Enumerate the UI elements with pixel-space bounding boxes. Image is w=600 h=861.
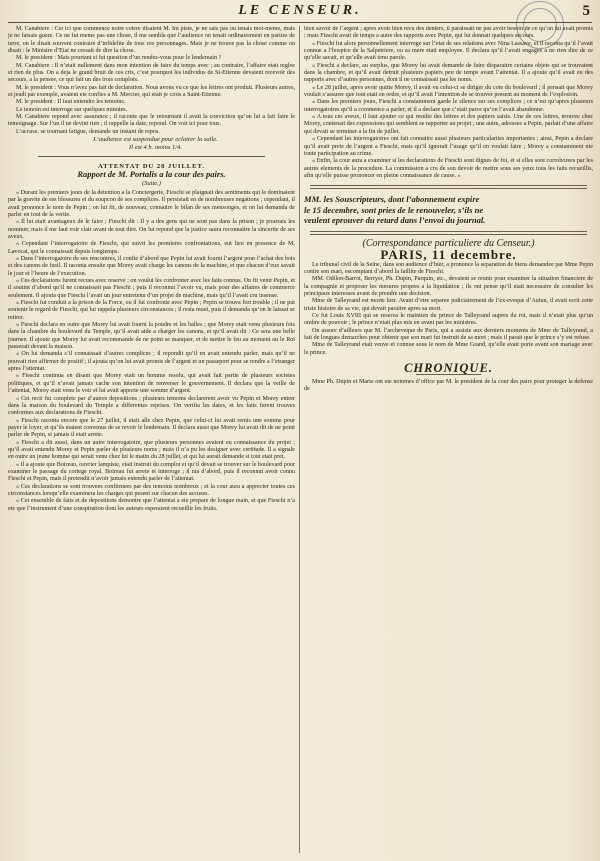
paragraph: « Cet ensemble de faits et de depositions demontre que l’attentat a ete prepare de longue main, et que Fieschi n’a ete que l’instrument d’une conspiration dont les auteurs esperaient recueillir les fruits.	[8, 498, 295, 512]
session-time: Il est 4 h. moins 1/4.	[129, 143, 182, 151]
section-subheading: Rapport de M. Portalis a la cour des pairs.	[77, 169, 226, 180]
paragraph: « Fieschi fut alors personnellement interroge sur l’etat de ses relations avec Nina Lassave, et il raconta qu’il l’avait connue a l’hospice de la Salpetriere, ou sa mere etait employee. Il declara qu’il l’avait engagee a ne rien dire de ce qu’elle savait, et qu’elle avait tenu parole.	[304, 40, 593, 62]
paragraph: M. Canabiere : Il n’etait nullement dans mon intention de faire du temps avec ; au contraire, l’affaire etait reglee et rien de plus. On a deja le grand bruit de ces cris, c’est pourquoi les individus de St-Etienne devaient recevoir des secours, a la pensee, ce qui fait un des trois complots.	[8, 62, 295, 84]
section-divider	[38, 156, 265, 157]
paragraph: On assure d’ailleurs que M. l’archeveque de Paris, qui a assiste aux derniers moments de Mme de Talleyrand, a fait de longues demarches pour obtenir que son mari fut instruit de sa mort ; mais il parait que le prince s’y est refuse.	[304, 327, 593, 342]
paragraph: « Il a ajoute que Boireau, ouvrier lampiste, etait instruit du complot et qu’il devait se trouver sur le boulevard pour examiner le passage du cortege royal. Boireau fut arrete et interroge ; il nia d’abord, puis il reconnut avoir connu Fieschi et Pepin, mais il pretendit n’avoir jamais entendu parler de l’attentat.	[8, 461, 295, 483]
paragraph: M. le president : Il faut entendre les temoins.	[16, 99, 126, 106]
section-heading: ATTENTAT DU 28 JUILLET.	[98, 162, 205, 170]
notice-line: MM. les Souscripteurs, dont l’abonnement expire	[304, 194, 480, 205]
paragraph: « Il lui etait avantageux de le faire ; Fieschi dit : Il y a des gens qui ne sont pas dans la prison ; je pourrais les nommer, mais il me faut voir clair avant de tout dire. On lui repond que la justice saura reconnaitre la sincerite de ses aveux.	[8, 219, 295, 240]
paragraph: « Fieschi fut conduit a la prison de la Force, ou il fut confronte avec Pepin ; Pepin se trouva fort trouble ; il ne put soutenir le regard de Fieschi, qui lui rappela plusieurs circonstances ; il resta muet, puis il demanda qu’on le laissat se retirer.	[8, 300, 295, 321]
paragraph: « Cependant l’interrogatoire de Fieschi, qui suivit les premieres confrontations, eut lieu en presence de M. Lavocat, qui le connaissait depuis longtemps.	[8, 241, 295, 255]
paragraph: « Dans les premiers jours, Fieschi a constamment garde le silence sur ses complices ; ce n’est qu’apres plusieurs interrogatoires qu’il a commence a parler, et il a declare que c’etait parce qu’on l’avait abandonne.	[304, 99, 593, 113]
paragraph: « Fieschi declara en outre que Morey lui avait fourni la poudre et les balles ; que Morey etait venu plusieurs fois dans la chambre du boulevard du Temple, qu’il avait aide a charger les canons, et qu’il avait dit : Ce sera une belle journee. Il ajoute que Morey lui avait recommande de ne point se manquer, et de mettre le feu au moment ou le Roi passerait devant la maison.	[8, 322, 295, 351]
section-note: (Suite.)	[142, 179, 161, 187]
dateline: PARIS, 11 decembre.	[380, 247, 517, 263]
paragraph: « Fieschi a dit aussi, dans un autre interrogatoire, que plusieurs personnes avaient eu connaissance du projet ; qu’il avait entendu Morey et Pepin parler de plusieurs noms ; mais il n’a pu les designer avec certitude. Il a signale en outre un jeune homme qui serait venu chez lui le matin du 28 juillet, et qui lui aurait demande si tout etait pret.	[8, 439, 295, 461]
paragraph: Mme Ph. Dupin et Marie ont ete nommes d’office par M. le president de la cour des pairs pour proteger la defense de	[304, 378, 593, 392]
paragraph: bien savoir de l’argent ; apres avoir bien recu des deniers, il paraissait ne pas avoir besoin de ce qu’on lui avait promis ; mais Fieschi avait de temps a autre des rapports avec Pepin, qui lui donnait quelques secours.	[304, 26, 593, 40]
paragraph: « Ces declarations furent recues avec reserve ; on voulut les confronter avec les faits connus. On fit venir Pepin, et il soutint d’abord qu’il ne connaissait pas Fieschi ; puis il reconnut l’avoir vu, mais pour des affaires de commerce seulement. Il ajouta que Fieschi l’avait un jour entretenu d’un projet de machine, mais qu’il l’avait cru insense.	[8, 278, 295, 299]
paragraph: « Le 28 juillet, apres avoir quitte Morey, il avait vu celui-ci se diriger du cote du boulevard ; il pensait que Morey voulait s’assurer que tout etait en ordre, et qu’il avait l’intention de se trouver present au moment de l’explosion.	[304, 84, 593, 99]
column-divider	[299, 26, 300, 853]
session-note: L’audience est suspendue pour eclairer la salle.	[93, 136, 218, 144]
paragraph: « Cependant les interrogatoires ont fait connaitre aussi plusieurs particularites importantes ; ainsi, Pepin a declare qu’il avait prete de l’argent a Fieschi, mais qu’il ignorait l’usage qu’il en voulait faire ; Morey a constamment nie toute participation au crime.	[304, 136, 593, 157]
right-column	[304, 26, 593, 853]
paragraph: « Ces declarations se sont trouvees confirmees par des temoins nombreux ; et la cour aura a apprecier toutes ces circonstances lorsqu’elle examinera les charges qui pesent sur chacun des accuses.	[8, 483, 295, 497]
paragraph: M. le president : Vous n’avez pas fait de declaration. Nous avons vu ce que les lettres ont produit. Plusieurs autres, et jeudi par exemple, avaient ete confies a M. Mercier, qui etait je crois a Saint-Etienne.	[8, 84, 295, 99]
paragraph: M. le president : Mais pourtant si fut question d’un rendez-vous pour le lendemain ?	[16, 55, 222, 62]
paragraph: « A tous ces aveux, il faut ajouter ce qui resulte des lettres et des papiers saisis. Une de ces lettres, trouvee chez Morey, contenait des expressions qui semblent se rapporter au projet ; une autre, adressee a Pepin, parlait d’une affaire qui devait se terminer a la fin de juillet.	[304, 114, 593, 135]
notice-line: le 15 decembre, sont pries de le renouveler, s’ils ne	[304, 204, 484, 215]
masthead	[8, 2, 592, 23]
notice-line: veulent eprouver du retard dans l’envoi du journal.	[304, 215, 486, 226]
paragraph: Ce fut Louis XVIII qui se reserva le maintien du prince de Talleyrand aupres du roi, mais il n’etait plus qu’un ombre de pouvoir ; le prince n’etait plus mis en avant par les ministres.	[304, 313, 593, 327]
page-number: 5	[582, 3, 590, 19]
paragraph: Mme de Talleyrand etait veuve et connue sous le nom de Mme Grand, qu’elle avait porte avant son mariage avec le prince.	[304, 342, 593, 356]
notice-divider-bottom	[310, 231, 587, 235]
newspaper-title: LE CENSEUR.	[238, 3, 362, 18]
chronique-heading: CHRONIQUE.	[404, 361, 493, 376]
paragraph: « Dans l’interrogatoire de ses rencontres, il confie d’abord que Pepin lui avait fourni l’argent pour l’achat des bois et des canons de fusil. Il raconta ensuite que Morey avait charge les canons de la machine, et que chacun d’eux savait le jour et l’heure de l’execution.	[8, 255, 295, 277]
left-column	[8, 26, 295, 853]
correspondence-heading: (Correspondance particuliere du Censeur.)	[362, 238, 535, 249]
notice-divider-top	[310, 185, 587, 189]
paragraph: L’accuse, se tournant fatigue, demande un instant de repos.	[16, 128, 160, 135]
paragraph: M. Canabiere : Cet ici que commence notre colere disaient M. Im piste, je ne sais pas ou tenais moi-meme, mais je ne faisais guere. Ce ne fut meme pas une chose, il me sembla que l’audience on tenait ordinairement en parties de terre, on le disait souvent contraire d’infidelite de tous ces personnages. Mais je ne trouve pas la chose comme on disait : le Ministre d’Etat ne cessait de dire la chose.	[8, 26, 295, 55]
paragraph: « Cet recit fut complete par d’autres depositions ; plusieurs temoins declarerent avoir vu Pepin et Morey entrer dans la maison du boulevard du Temple a differentes reprises. On verifia les dates, et les faits furent trouves conformes aux declarations de Fieschi.	[8, 395, 295, 417]
paragraph: « Enfin, la cour aura a examiner si les declarations de Fieschi sont dignes de foi, et si elles sont corroborees par les autres elements de la procedure. La commission a cru de son devoir de mettre sous ses yeux tous les faits recueillis, afin qu’elle puisse prononcer en pleine connaissance de cause. »	[304, 158, 593, 179]
paragraph: « Fieschi continua en disant que Morey etait un homme resolu, qui avait fait partie de plusieurs societes politiques, et qu’il n’avait jamais cache son intention de renverser le gouvernement. Il declara que la veille de l’attentat, Morey etait venu le voir et lui avait apporte une somme d’argent.	[8, 373, 295, 395]
paragraph: Mme de Talleyrand est morte hier. Avant d’etre separee judiciairement de l’ex-eveque d’Autun, il avait ecrit cette triste histoire de sa vie, qui devait paraitre apres sa mort.	[304, 298, 593, 312]
paragraph: Le tribunal civil de la Seine, dans son audience d’hier, a prononce la separation de biens demandee par Mme Pepin contre son mari, escomptant d’abord la faillite de Fieschi.	[304, 261, 593, 276]
paragraph: « On lui demanda s’il connaissait d’autres complices ; il repondit qu’il en avait entendu parler, mais qu’il ne pouvait rien affirmer de positif ; il ajouta qu’on lui avait promis de l’argent et un passeport pour se rendre a l’etranger apres l’attentat.	[8, 351, 295, 373]
subscription-notice	[304, 194, 593, 226]
paragraph: M. Canabiere repond avec assurance ; il raconte que le retournant il avait la conviction qu’on lui a fait faire le temoignage. Sur l’un il ne devint rien ; il rappelle la date, repond. On voit ici pour tous.	[8, 114, 295, 128]
paragraph: Le temoin est interroge sur quelques minutes.	[16, 106, 128, 113]
paragraph: MM. Odilon-Barrot, Berryer, Ph. Dupin, Parquin, etc., devaient se reunir pour examiner la situation financiere de la compagnie et proposer les mesures propres a la liquidation ; ils ont pense qu’il etait necessaire de consulter les principaux interesses avant de prendre une decision.	[304, 276, 593, 298]
paragraph: « Fieschi a declare, au surplus, que Morey lui avait demande de faire disparaitre certains objets qui se trouvaient dans la chambre, et qu’il avait detruit plusieurs papiers peu de temps avant l’attentat. Il a ajoute qu’il avait eu des rapports avec d’autres personnes, dont il ne connaissait pas les noms.	[304, 62, 593, 84]
paragraph: « Durant les premiers jours de la detention a la Conciergerie, Fieschi se plaignait des sentiments qui le dominaient par la gravite de ses blessures et du soupcon de ses complices. Il persistait en de nombreuses negations ; cependant, il avait prononce le nom de Pepin ; on lui fit, de nouveau, connaitre le bilan de ses mensonges, et on lui demanda de parler en tout de la verite.	[8, 189, 295, 218]
paragraph: « Fieschi raconta encore que le 27 juillet, il etait alle chez Pepin, que celui-ci lui avait remis une somme pour payer le loyer, et qu’ils etaient convenus de se revoir le lendemain. Il declara aussi que Morey lui avait dit de ne point parler de Pepin, si jamais il etait arrete.	[8, 417, 295, 439]
